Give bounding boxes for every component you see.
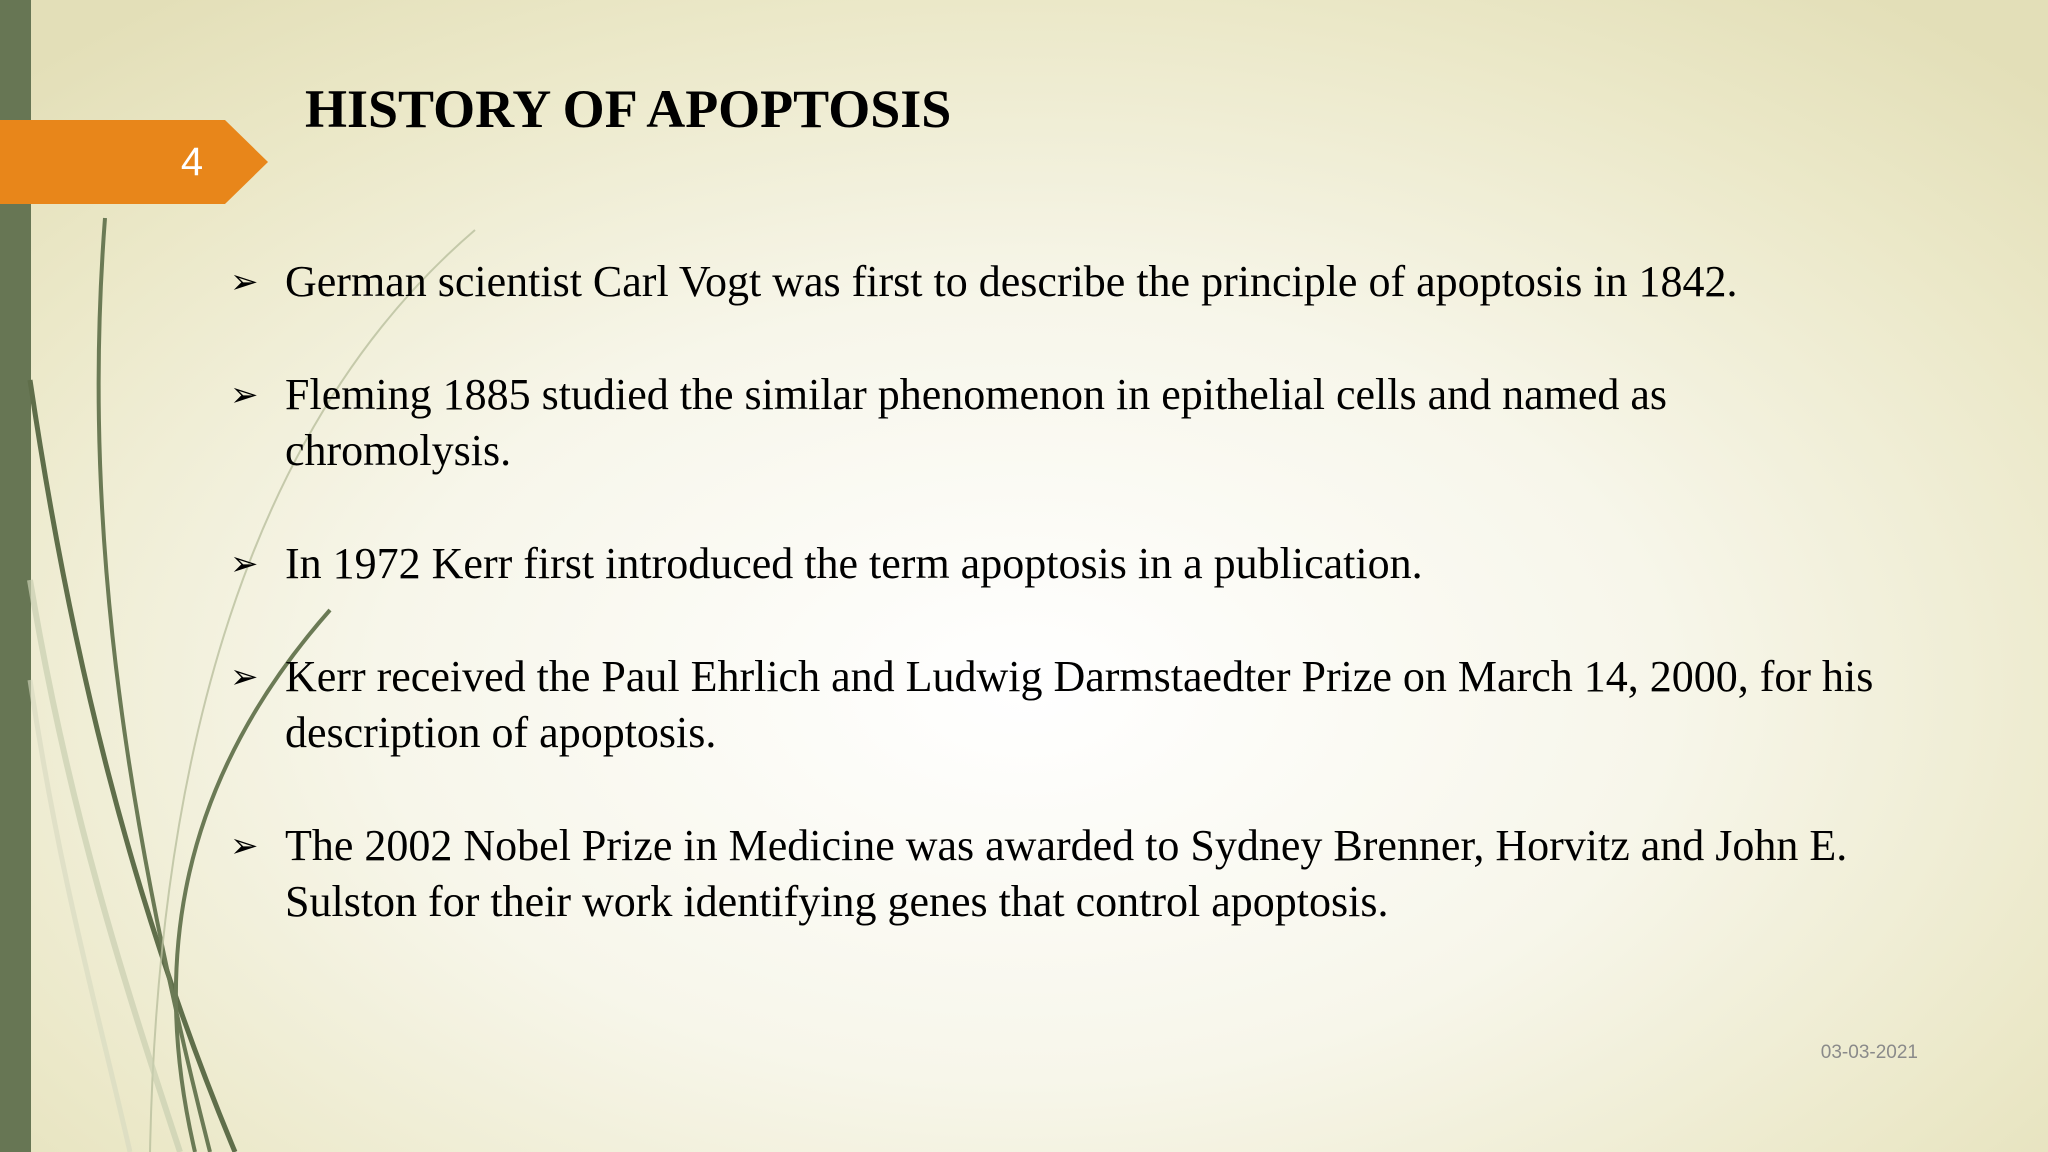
page-number: 4 [180,140,204,184]
bullet-item [230,367,1880,479]
bullet-item [230,818,1880,930]
bullet-text: In 1972 Kerr first introduced the term apoptosis in a publication. [285,539,1423,588]
slide-date: 03-03-2021 [1820,1042,1918,1063]
arrow-bullet-icon: ➢ [230,544,259,584]
arrow-bullet-icon: ➢ [230,657,259,697]
bullet-text: German scientist Carl Vogt was first to describe the principle of apoptosis in 1842. [285,257,1738,306]
arrow-bullet-icon: ➢ [230,262,259,302]
bullet-text: The 2002 Nobel Prize in Medicine was awarded to Sydney Brenner, Horvitz and John E. Sulston for their work identifying genes that control apoptosis. [285,821,1848,926]
bullet-text: Kerr received the Paul Ehrlich and Ludwig Darmstaedter Prize on March 14, 2000, for his description of apoptosis. [285,652,1874,757]
bullet-item [230,536,1880,592]
arrow-bullet-icon: ➢ [230,375,259,415]
bullet-item [230,649,1880,761]
arrow-bullet-icon: ➢ [230,826,259,866]
bullet-list [230,254,1880,987]
bullet-item [230,254,1880,310]
slide-title: HISTORY OF APOPTOSIS [305,79,952,139]
bullet-text: Fleming 1885 studied the similar phenomenon in epithelial cells and named as chromolysis. [285,370,1668,475]
